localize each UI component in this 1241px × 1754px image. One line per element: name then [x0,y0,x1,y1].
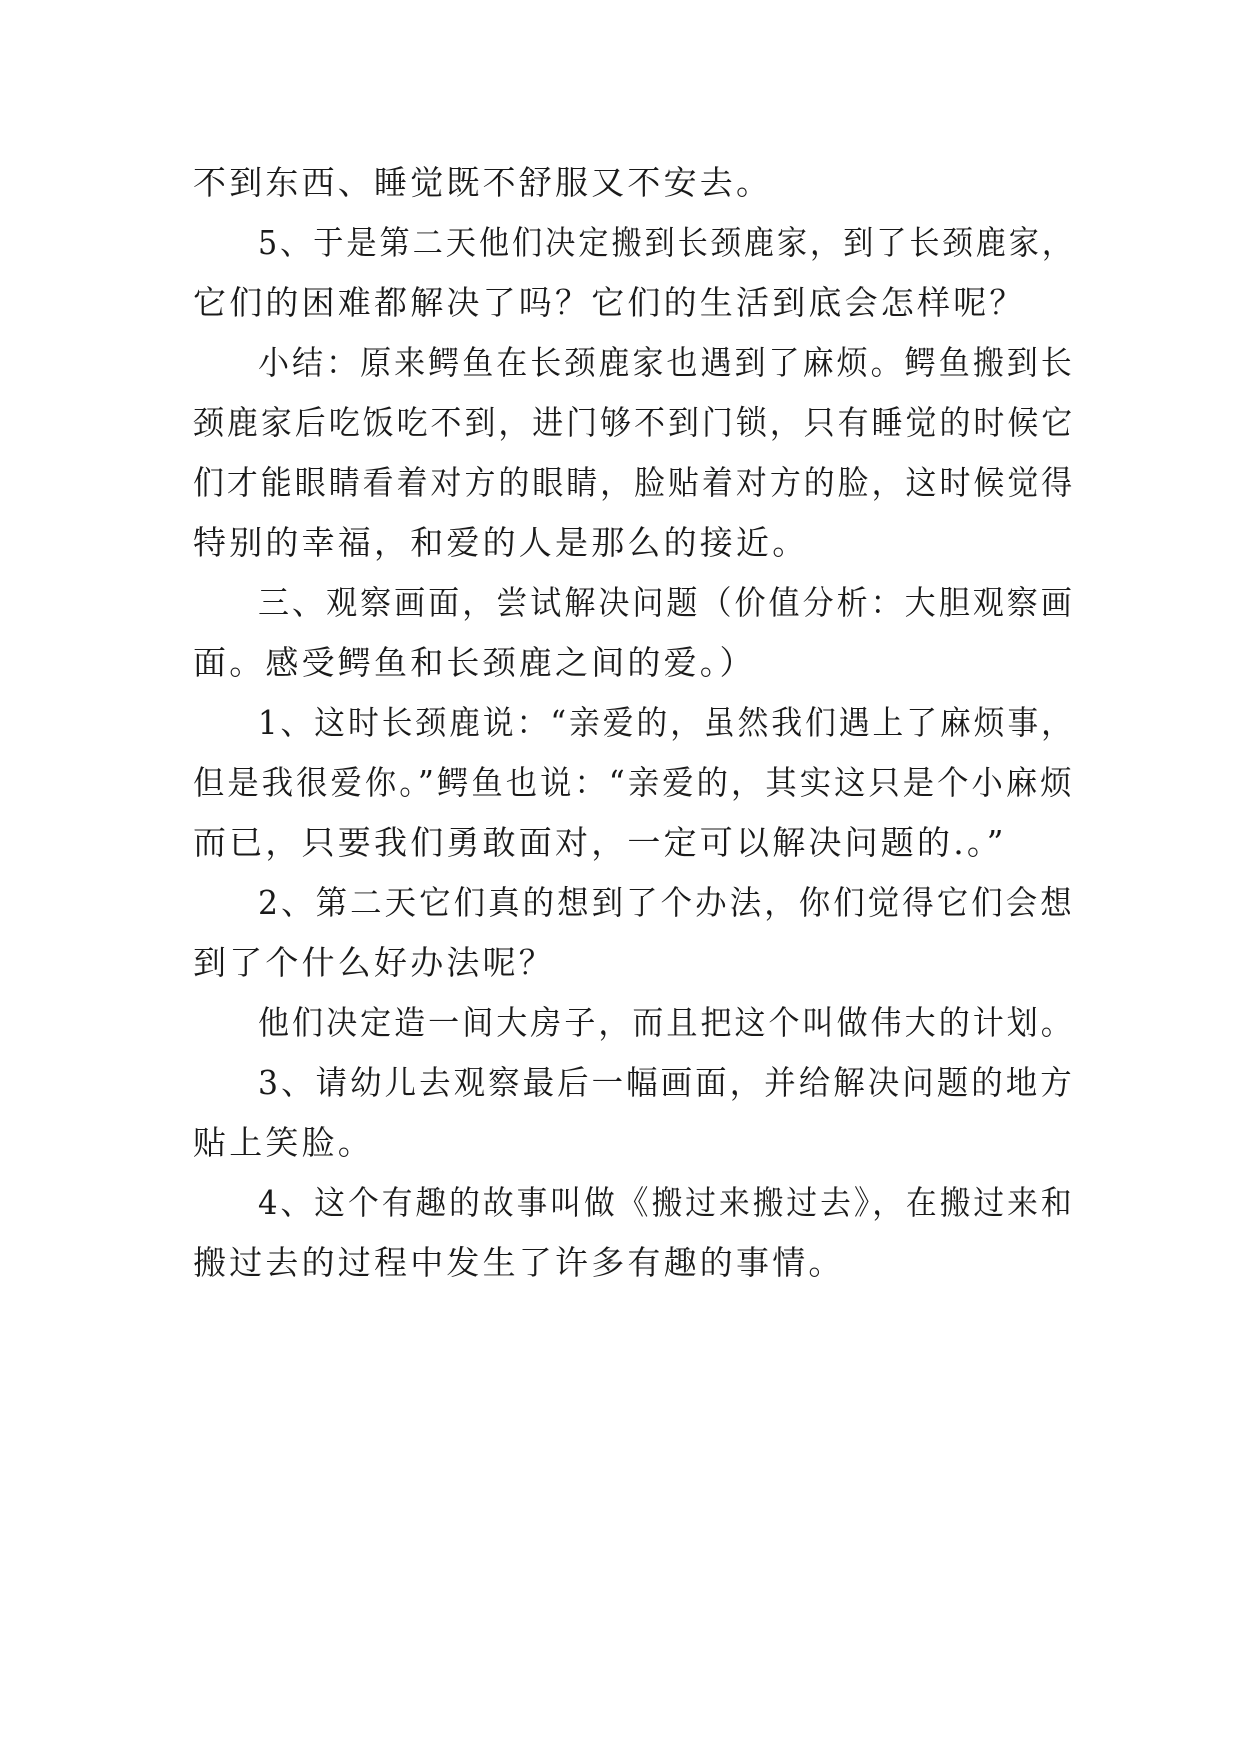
paragraph-line: 搬过去的过程中发生了许多有趣的事情。 [193,1243,845,1282]
paragraph-line: 1、这时长颈鹿说：“亲爱的，虽然我们遇上了麻烦事， [258,703,1075,742]
paragraph-line: 而已，只要我们勇敢面对，一定可以解决问题的.。” [193,823,1007,862]
paragraph-line: 4、这个有趣的故事叫做《搬过来搬过去》，在搬过来和 [258,1183,1075,1222]
paragraph-line: 颈鹿家后吃饭吃不到，进门够不到门锁，只有睡觉的时候它 [193,403,1076,442]
paragraph-line: 3、请幼儿去观察最后一幅画面，并给解决问题的地方 [258,1063,1075,1102]
paragraph-line: 小结：原来鳄鱼在长颈鹿家也遇到了麻烦。鳄鱼搬到长 [258,343,1075,382]
paragraph-line: 5、于是第二天他们决定搬到长颈鹿家，到了长颈鹿家， [258,223,1076,262]
paragraph-line: 他们决定造一间大房子，而且把这个叫做伟大的计划。 [258,1003,1075,1042]
paragraph-line: 它们的困难都解决了吗？它们的生活到底会怎样呢？ [193,283,1026,322]
paragraph-line: 们才能眼睛看着对方的眼睛，脸贴着对方的脸，这时候觉得 [193,463,1076,502]
paragraph-line: 不到东西、睡觉既不舒服又不安去。 [193,163,773,202]
paragraph-line: 2、第二天它们真的想到了个办法，你们觉得它们会想 [258,883,1075,922]
section-heading: 面。感受鳄鱼和长颈鹿之间的爱。） [193,643,756,682]
paragraph-line: 贴上笑脸。 [193,1123,374,1162]
paragraph-line: 到了个什么好办法呢？ [193,943,555,982]
paragraph-line: 特别的幸福，和爱的人是那么的接近。 [193,523,809,562]
section-heading: 三、观察画面，尝试解决问题（价值分析：大胆观察画 [258,583,1075,622]
paragraph-line: 但是我很爱你。”鳄鱼也说：“亲爱的，其实这只是个小麻烦 [193,763,1075,802]
